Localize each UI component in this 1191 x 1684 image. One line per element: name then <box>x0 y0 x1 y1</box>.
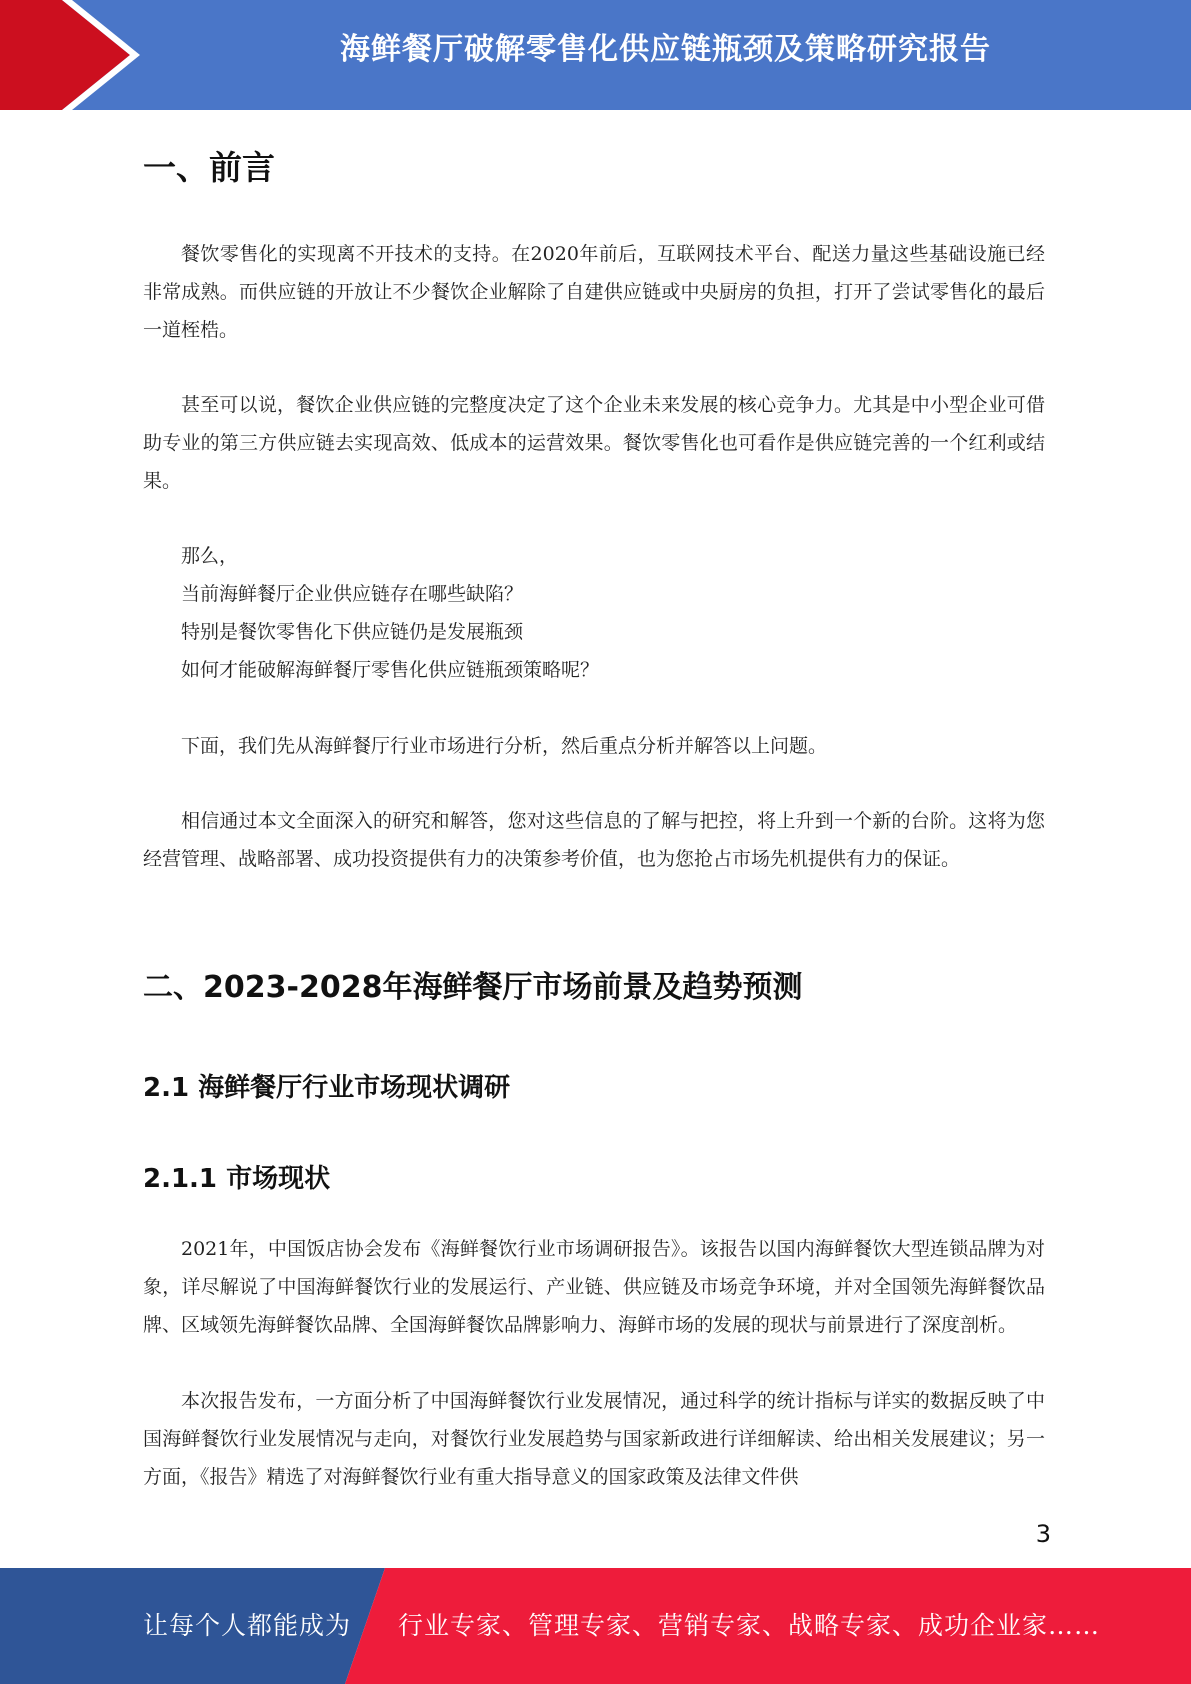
paragraph-text: 相信通过本文全面深入的研究和解答，您对这些信息的了解与把控，将上升到一个新的台阶。这将为您经营管理、战略部署、成功投资提供有力的决策参考价值，也为您抢占市场先机提供有力的保证。 <box>143 810 1045 870</box>
preface-paragraph-3 <box>143 727 1045 765</box>
paragraph-text: 2021年，中国饭店协会发布《海鲜餐饮行业市场调研报告》。该报告以国内海鲜餐饮大型连锁品牌为对象，详尽解说了中国海鲜餐饮行业的发展运行、产业链、供应链及市场竞争环境，并对全国领先海鲜餐饮品牌、区域领先海鲜餐饮品牌、全国海鲜餐饮品牌影响力、海鲜市场的发展的现状与前景进行了深度剖析。 <box>143 1238 1045 1336</box>
paragraph-text: 本次报告发布，一方面分析了中国海鲜餐饮行业发展情况，通过科学的统计指标与详实的数据反映了中国海鲜餐饮行业发展情况与走向，对餐饮行业发展趋势与国家新政进行详细解读、给出相关发展建议；另一方面，《报告》精选了对海鲜餐饮行业有重大指导意义的国家政策及法律文件供 <box>143 1390 1045 1488</box>
paragraph-text: 下面，我们先从海鲜餐厅行业市场进行分析，然后重点分析并解答以上问题。 <box>181 735 828 757</box>
section-heading-2: 二、2023-2028年海鲜餐厅市场前景及趋势预测 <box>143 970 803 1005</box>
preface-paragraph-1 <box>143 235 1045 349</box>
footer-slogan-left: 让每个人都能成为 <box>143 1611 352 1640</box>
preface-questions <box>143 537 1045 689</box>
subsection-heading-2-1: 2.1 海鲜餐厅行业市场现状调研 <box>143 1073 511 1103</box>
paragraph-text: 甚至可以说，餐饮企业供应链的完整度决定了这个企业未来发展的核心竞争力。尤其是中小型企业可借助专业的第三方供应链去实现高效、低成本的运营效果。餐饮零售化也可看作是供应链完善的一个红利或结果。 <box>143 394 1045 492</box>
section2-paragraph-2 <box>143 1382 1045 1496</box>
section-heading-preface: 一、前言 <box>143 148 275 187</box>
preface-paragraph-2 <box>143 386 1045 500</box>
footer-slogan-right: 行业专家、管理专家、营销专家、战略专家、成功企业家…… <box>398 1611 1101 1640</box>
paragraph-text: 餐饮零售化的实现离不开技术的支持。在2020年前后，互联网技术平台、配送力量这些基础设施已经非常成熟。而供应链的开放让不少餐饮企业解除了自建供应链或中央厨房的负担，打开了尝试零售化的最后一道桎梏。 <box>143 243 1045 341</box>
subsection-heading-2-1-1: 2.1.1 市场现状 <box>143 1164 331 1194</box>
header-arrow-graphic <box>0 0 150 110</box>
page-number: 3 <box>1035 1520 1051 1548</box>
section2-paragraph-1 <box>143 1230 1045 1344</box>
question-line: 如何才能破解海鲜餐厅零售化供应链瓶颈策略呢？ <box>181 659 600 681</box>
page-header <box>0 0 1191 110</box>
question-line: 特别是餐饮零售化下供应链仍是发展瓶颈 <box>181 621 524 643</box>
page-footer <box>0 1568 1191 1684</box>
header-title: 海鲜餐厅破解零售化供应链瓶颈及策略研究报告 <box>340 32 991 67</box>
preface-paragraph-4 <box>143 802 1045 878</box>
question-line: 那么， <box>181 545 239 567</box>
question-line: 当前海鲜餐厅企业供应链存在哪些缺陷？ <box>181 583 524 605</box>
